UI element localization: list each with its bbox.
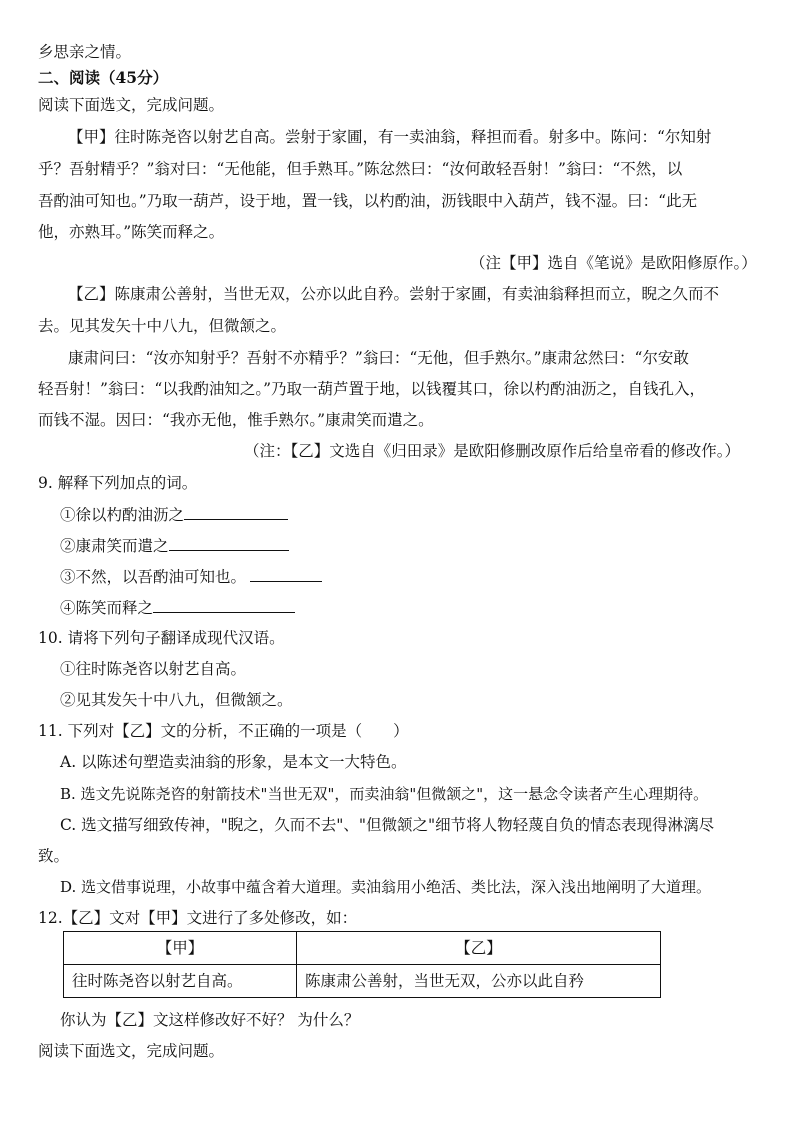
q10-item: ②见其发矢十中八九，但微颔之。	[60, 691, 293, 709]
q9-item	[60, 504, 288, 525]
table-header-jia: 【甲】	[64, 932, 297, 965]
option-c-cont: 致。	[38, 847, 70, 865]
passage-yi-line: 而钱不湿。因曰：“我亦无他，惟手熟尔。”康肃笑而遣之。	[38, 411, 434, 429]
passage-yi-line: 轻吾射！”翁曰：“以我酌油知之。”乃取一葫芦置于地，以钱覆其口，徐以杓酌油沥之，自钱孔入，	[38, 380, 706, 398]
q9-item-text: ④陈笑而释之	[60, 599, 154, 617]
option-a: A. 以陈述句塑造卖油翁的形象，是本文一大特色。	[60, 753, 407, 771]
question-10: 10. 请将下列句子翻译成现代汉语。	[38, 629, 285, 647]
q9-item	[60, 535, 289, 556]
answer-blank[interactable]	[169, 535, 289, 551]
q12-prompt: 你认为【乙】文这样修改好不好？ 为什么？	[60, 1011, 360, 1029]
option-d: D. 选文借事说理，小故事中蕴含着大道理。卖油翁用小绝活、类比法，深入浅出地阐明了大道理。	[60, 878, 712, 896]
table-header-yi: 【乙】	[297, 932, 661, 965]
q9-item-text: ①徐以杓酌油沥之	[60, 506, 185, 524]
q9-item	[60, 597, 295, 618]
passage-yi-line: 康肃问曰：“汝亦知射乎？吾射不亦精乎？”翁曰：“无他，但手熟尔。”康肃忿然曰：“尔安敢	[68, 349, 689, 367]
option-b: B. 选文先说陈尧咨的射箭技术"当世无双"，而卖油翁"但微颔之"，这一悬念令读者产生心理期待。	[60, 785, 709, 803]
section-heading: 二、阅读（45分）	[38, 68, 169, 87]
q9-item-text: ②康肃笑而遣之	[60, 537, 169, 555]
passage-yi-line: 【乙】陈康肃公善射，当世无双，公亦以此自矜。尝射于家圃，有卖油翁释担而立，睨之久而不	[68, 285, 720, 303]
answer-blank[interactable]	[153, 597, 295, 613]
q9-item	[60, 566, 322, 587]
table-row	[64, 932, 661, 965]
answer-blank[interactable]	[184, 504, 288, 520]
passage-jia-line: 他，亦熟耳。”陈笑而释之。	[38, 223, 225, 241]
question-11: 11. 下列对【乙】文的分析，不正确的一项是（ ）	[38, 722, 409, 740]
instruction: 阅读下面选文，完成问题。	[38, 96, 225, 114]
answer-blank[interactable]	[250, 566, 322, 582]
passage-jia-line: 乎？吾射精乎？”翁对曰：“无他能，但手熟耳。”陈忿然曰：“汝何敢轻吾射！”翁曰：“不然，以	[38, 160, 683, 178]
table-row	[64, 965, 661, 998]
option-c: C. 选文描写细致传神，"睨之，久而不去"、"但微颔之"细节将人物轻蔑自负的情态表现得淋漓尽	[60, 816, 715, 834]
table-cell-jia: 往时陈尧咨以射艺自高。	[64, 965, 297, 998]
note-jia: （注【甲】选自《笔说》是欧阳修原作。）	[470, 254, 757, 272]
question-9: 9. 解释下列加点的词。	[38, 474, 198, 492]
instruction: 阅读下面选文，完成问题。	[38, 1042, 225, 1060]
question-12: 12.【乙】文对【甲】文进行了多处修改，如：	[38, 909, 358, 927]
q10-item: ①往时陈尧咨以射艺自高。	[60, 660, 247, 678]
passage-jia-line: 吾酌油可知也。”乃取一葫芦，设于地，置一钱，以杓酌油，沥钱眼中入葫芦，钱不湿。曰：“此无	[38, 192, 698, 210]
passage-yi-line: 去。见其发矢十中八九，但微颔之。	[38, 317, 287, 335]
comparison-table	[63, 931, 661, 998]
passage-jia-line: 【甲】往时陈尧咨以射艺自高。尝射于家圃，有一卖油翁，释担而看。射多中。陈问：“尔知射	[68, 128, 712, 146]
q9-item-text: ③不然，以吾酌油可知也。	[60, 568, 247, 586]
table-cell-yi: 陈康肃公善射，当世无双，公亦以此自矜	[297, 965, 661, 998]
text-line: 乡思亲之情。	[38, 43, 132, 61]
note-yi: （注：【乙】文选自《归田录》是欧阳修删改原作后给皇帝看的修改作。）	[244, 442, 741, 460]
